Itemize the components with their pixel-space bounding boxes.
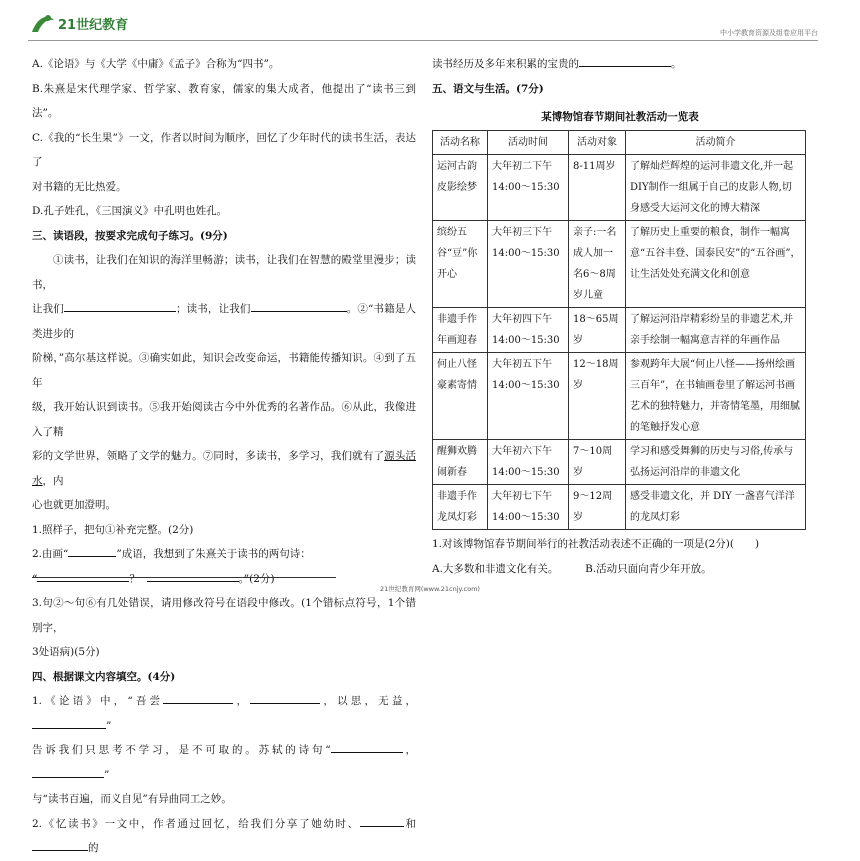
table-options	[432, 557, 808, 582]
answer-blank[interactable]	[163, 691, 233, 704]
section-5-heading: 五、语文与生活。(7分)	[432, 82, 544, 95]
fill-line1: 1.《论语》中，“吾尝 ， ，以思，无益，”	[32, 689, 416, 738]
activity-target: 亲子:一名成人加一名6～8周岁儿童	[569, 221, 626, 308]
answer-blank[interactable]	[250, 691, 320, 704]
activity-target: 12～18周岁	[569, 353, 626, 440]
option-b[interactable]: B.活动只面向青少年开放。	[585, 562, 712, 575]
activity-name: 缤纷五谷“豆”你开心	[433, 221, 488, 308]
left-column	[32, 52, 416, 861]
activity-name: 非遗手作年画迎春	[433, 308, 488, 353]
fill-line4: 2.《忆读书》一文中，作者通过回忆，给我们分享了她幼时、 和的	[32, 812, 416, 861]
answer-blank[interactable]	[64, 299, 176, 312]
header-divider	[28, 40, 818, 41]
answer-blank[interactable]	[32, 716, 106, 729]
question-3: 3.句②～句⑥有几处错误，请用修改符号在语段中修改。(1个错标点符号，1个错别字，	[32, 597, 416, 634]
question-2-blanks: “ ？ 。”(2分)	[32, 567, 416, 592]
fill-line3: 与“读书百遍，而义自见”有异曲同工之妙。	[32, 793, 232, 805]
activity-name: 非遗手作龙凤灯彩	[433, 485, 488, 530]
passage-line3: 阶梯，”高尔基这样说。③确实如此，知识会改变命运，书籍能传播知识。④到了五年	[32, 352, 416, 389]
answer-blank[interactable]	[68, 544, 116, 557]
passage-line1: ①读书，让我们在知识的海洋里畅游；读书，让我们在智慧的殿堂里漫步；读书，	[32, 254, 416, 291]
continuation-line: 读书经历及多年来积累的宝贵的 。	[432, 52, 808, 77]
site-logo	[28, 10, 146, 40]
header-cell: 活动时间	[488, 131, 569, 155]
passage-line4: 级，我开始认识到读书。⑤我开始阅读古今中外优秀的名著作品。⑥从此，我像进入了精	[32, 401, 416, 438]
activity-name: 醒狮欢腾闹新春	[433, 440, 488, 485]
svg-text:21世纪教育: 21世纪教育	[58, 18, 129, 33]
option-c-line1: C.《我的“长生果”》一文，作者以时间为顺序，回忆了少年时代的读书生活，表达了	[32, 131, 416, 168]
header-cell: 活动名称	[433, 131, 488, 155]
answer-blank[interactable]	[360, 814, 404, 827]
question-3-cont: 3处语病)(5分)	[32, 646, 100, 658]
header-cell: 活动对象	[569, 131, 626, 155]
footer-divider	[32, 577, 336, 578]
logo-icon	[28, 10, 146, 40]
question-2: 2.由画“ ”成语，我想到了朱熹关于读书的两句诗：	[32, 542, 416, 567]
activity-target: 9～12周岁	[569, 485, 626, 530]
table-row	[433, 440, 806, 485]
option-b: B.朱熹是宋代理学家、哲学家、教育家，儒家的集大成者，他提出了“读书三到法”。	[32, 82, 416, 119]
activity-intro: 学习和感受舞狮的历史与习俗,传承与弘扬运河沿岸的非遗文化	[626, 440, 806, 485]
activity-target: 8-11周岁	[569, 155, 626, 221]
fill-line2: 告诉我们只思考不学习，是不可取的。苏轼的诗句“ ，”	[32, 738, 416, 787]
footer-text: 21世纪教育网(www.21cnjy.com)	[380, 585, 480, 593]
table-row	[433, 221, 806, 308]
activity-time: 大年初五下午14:00～15:30	[488, 353, 569, 440]
option-a[interactable]: A.大多数和非遗文化有关。	[432, 562, 559, 575]
table-question: 1.对该博物馆春节期间举行的社教活动表述不正确的一项是(2分)( )	[432, 538, 760, 550]
passage-line2: 让我们 ；读书，让我们 。②“书籍是人类进步的	[32, 297, 416, 346]
activity-table	[432, 130, 806, 530]
table-row	[433, 353, 806, 440]
activity-time: 大年初三下午14:00～15:30	[488, 221, 569, 308]
activity-time: 大年初二下午14:00～15:30	[488, 155, 569, 221]
right-column	[432, 52, 808, 581]
platform-name: 中小学教育资源及组卷应用平台	[720, 29, 818, 37]
section-4-heading: 四、根据课文内容填空。(4分)	[32, 670, 176, 683]
table-title: 某博物馆春节期间社教活动一览表	[541, 111, 699, 123]
activity-time: 大年初四下午14:00～15:30	[488, 308, 569, 353]
answer-blank[interactable]	[147, 569, 239, 582]
activity-intro: 了解运河沿岸精彩纷呈的非遗艺术,并亲手绘制一幅寓意吉祥的年画作品	[626, 308, 806, 353]
activity-time: 大年初七下午14:00～15:30	[488, 485, 569, 530]
table-header-row	[433, 131, 806, 155]
activity-time: 大年初六下午14:00～15:30	[488, 440, 569, 485]
section-3-heading: 三、读语段，按要求完成句子练习。(9分)	[32, 229, 228, 242]
table-row	[433, 155, 806, 221]
activity-intro: 感受非遗文化，并 DIY 一盏喜气洋洋的龙凤灯彩	[626, 485, 806, 530]
activity-intro: 参观跨年大展“何止八怪——扬州绘画三百年”，在书轴画卷里了解运河书画艺术的独特魅力，并寄情笔墨，用细腻的笔触抒发心意	[626, 353, 806, 440]
answer-blank[interactable]	[32, 765, 104, 778]
answer-blank[interactable]	[32, 838, 88, 851]
answer-blank[interactable]	[579, 54, 671, 67]
activity-intro: 了解历史上重要的粮食，制作一幅寓意“五谷丰登、国泰民安”的“五谷画”，让生活处处充满文化和创意	[626, 221, 806, 308]
header-cell: 活动简介	[626, 131, 806, 155]
passage-line6: 心也就更加澄明。	[32, 499, 116, 511]
option-a: A.《论语》与《大学《中庸》《孟子》合称为“四书”。	[32, 58, 280, 70]
activity-name: 何止八怪豪素寄情	[433, 353, 488, 440]
table-row	[433, 485, 806, 530]
activity-target: 18～65周岁	[569, 308, 626, 353]
answer-blank[interactable]	[251, 299, 347, 312]
passage-line5: 彩的文学世界，领略了文学的魅力。⑦同时，多读书，多学习，我们就有了源头活水，内	[32, 450, 416, 487]
activity-name: 运河古韵皮影绘梦	[433, 155, 488, 221]
underlined-idiom: 源头活水	[32, 450, 416, 487]
activity-intro: 了解灿烂辉煌的运河非遗文化,并一起DIY制作一组属于自己的皮影人物,切身感受大运河文化的博大精深	[626, 155, 806, 221]
option-d: D.孔子姓孔，《三国演义》中孔明也姓孔。	[32, 205, 228, 217]
option-c-line2: 对书籍的无比热爱。	[32, 180, 127, 193]
activity-target: 7～10周岁	[569, 440, 626, 485]
table-row	[433, 308, 806, 353]
question-1: 1.照样子，把句①补充完整。(2分)	[32, 523, 194, 536]
answer-blank[interactable]	[331, 740, 403, 753]
answer-blank[interactable]	[37, 569, 129, 582]
